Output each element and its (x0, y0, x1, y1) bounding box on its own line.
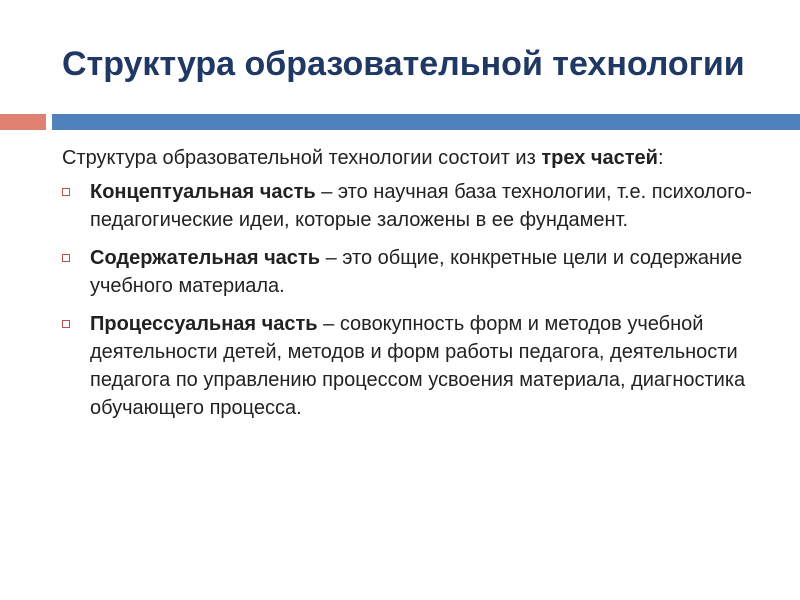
item-title: Процессуальная часть (90, 313, 318, 335)
square-bullet-icon (62, 320, 70, 328)
item-title: Содержательная часть (90, 247, 321, 269)
accent-bar (52, 114, 800, 130)
intro-paragraph (62, 144, 762, 172)
intro-text: Структура образовательной технологии состоит из (62, 147, 542, 169)
item-text: – совокупность форм и методов учебной деятельности детей, методов и форм работы педагога, деятельности педагога по управлению процессом усвоения материала, диагностика обучающего процесса. (90, 313, 746, 419)
slide-body (62, 144, 762, 432)
list-item-content (62, 244, 762, 300)
square-bullet-icon (62, 188, 70, 196)
intro-bold-text: трех частей (541, 147, 658, 169)
square-bullet-icon (62, 254, 70, 262)
list-item-conceptual (62, 178, 762, 234)
item-text: – это научная база технологии, т.е. психолого-педагогические идеи, которые заложены в ее фундамент. (90, 181, 752, 231)
list-item-procedural (62, 310, 762, 422)
intro-text-end: : (657, 147, 664, 169)
item-title: Концептуальная часть (90, 181, 316, 203)
item-text: – это общие, конкретные цели и содержание учебного материала. (90, 247, 743, 297)
accent-bar-left (0, 114, 46, 130)
slide-title: Структура образовательной технологии (62, 45, 745, 83)
